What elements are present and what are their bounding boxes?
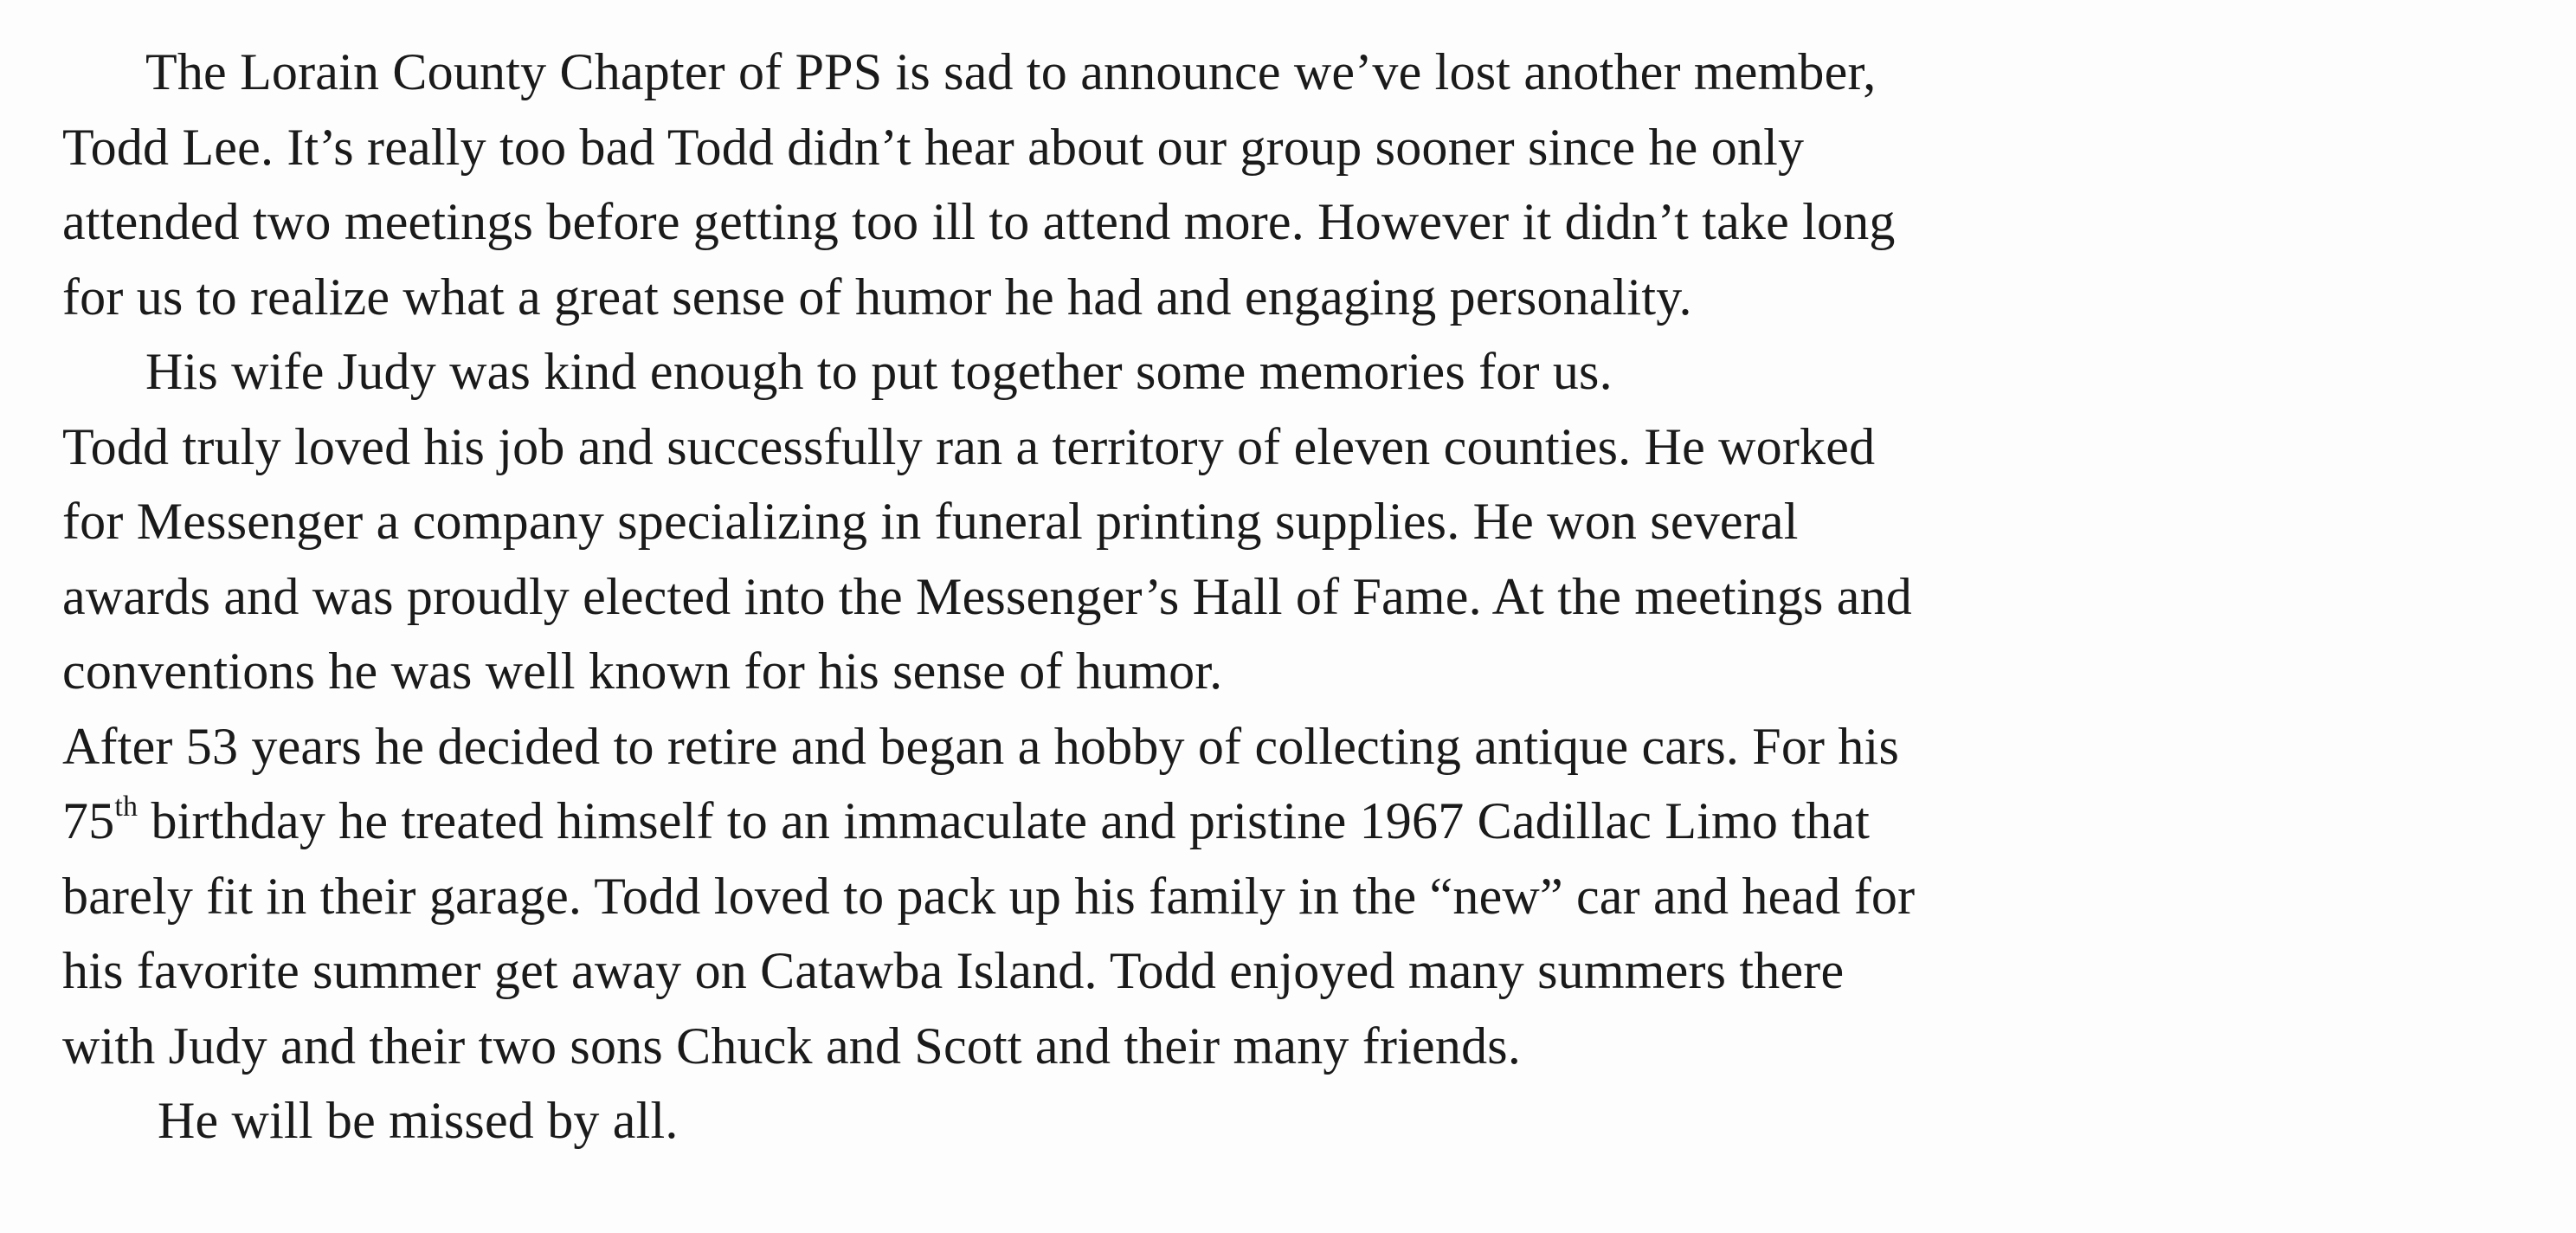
paragraph-line: attended two meetings before getting too ill to attend more. However it didn’t take long: [62, 193, 1896, 250]
closing-line: He will be missed by all.: [158, 1092, 679, 1149]
ordinal-suffix: th: [114, 791, 138, 823]
paragraph-line: conventions he was well known for his sense of humor.: [62, 642, 1223, 700]
paragraph-line: His wife Judy was kind enough to put together some memories for us.: [145, 343, 1613, 400]
paragraph-line: Todd truly loved his job and successfully ran a territory of eleven counties. He worked: [62, 417, 1876, 475]
paragraph-line: barely fit in their garage. Todd loved to pack up his family in the “new” car and head for: [62, 867, 1916, 925]
paragraph-line: awards and was proudly elected into the Messenger’s Hall of Fame. At the meetings and: [62, 567, 1913, 625]
ordinal-number: 75: [62, 792, 115, 849]
paragraph-line: his favorite summer get away on Catawba Island. Todd enjoyed many summers there: [62, 942, 1845, 999]
ordinal-line-text: birthday he treated himself to an immaculate and pristine 1967 Cadillac Limo that: [151, 792, 1871, 849]
paragraph-line-with-ordinal: [62, 784, 2555, 859]
memorial-text: [62, 35, 2555, 1159]
paragraph-line: for Messenger a company specializing in funeral printing supplies. He won several: [62, 493, 1799, 550]
paragraph-line: for us to realize what a great sense of humor he had and engaging personality.: [62, 268, 1692, 326]
paragraph-line: The Lorain County Chapter of PPS is sad to announce we’ve lost another member,: [145, 43, 1877, 100]
paragraph-line: Todd Lee. It’s really too bad Todd didn’t hear about our group sooner since he only: [62, 118, 1805, 176]
paragraph-line: with Judy and their two sons Chuck and Scott and their many friends.: [62, 1017, 1522, 1075]
paragraph-line: After 53 years he decided to retire and began a hobby of collecting antique cars. For his: [62, 717, 1900, 775]
